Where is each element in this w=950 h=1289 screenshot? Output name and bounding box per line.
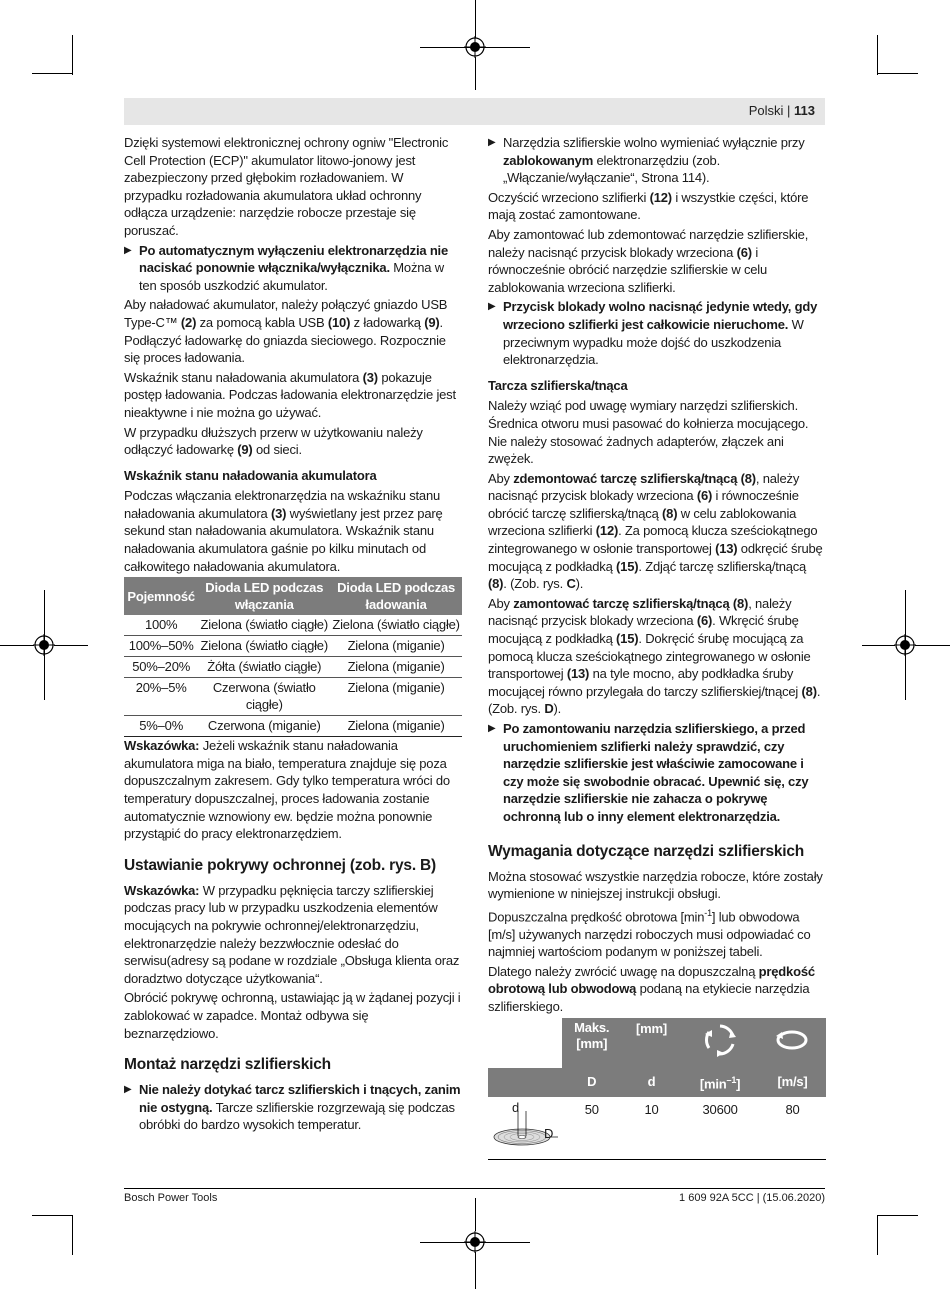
- header-page: 113: [794, 103, 815, 118]
- text-run: i równocześnie obrócić narzędzie szlifierskie w celu zablokowania wrzeciona szlifierki.: [488, 244, 768, 295]
- subheading: Tarcza szlifierska/tnąca: [488, 377, 628, 393]
- paragraph: [124, 369, 462, 422]
- table-cell: 100%–50%: [124, 636, 198, 657]
- paragraph: [124, 737, 462, 843]
- crop-mark: [72, 1215, 73, 1255]
- table-cell: 10: [644, 1101, 659, 1117]
- text-run: Narzędzia szlifierskie wolno wymieniać wyłącznie przy: [503, 135, 805, 150]
- text-run: W przypadku dłuższych przerw w użytkowaniu należy odłączyć ładowarkę: [124, 424, 423, 458]
- text-run: na tyle mocno, aby podkładka śruby mocującej równo przylegała do tarczy szlifierskiej/tnącej: [488, 666, 802, 699]
- text-run: Aby zamontować lub zdemontować narzędzie szlifierskie, należy nacisnąć przycisk blokady wrzeciona: [488, 226, 809, 260]
- text-run: [min: [699, 1075, 727, 1091]
- figure-ref: D: [544, 701, 554, 717]
- table-cell: 80: [785, 1101, 800, 1117]
- crop-mark: [877, 35, 878, 75]
- text-run: . Zdjąć tarczę szlifierską/tnącą: [638, 558, 807, 574]
- table-cell: 50: [584, 1101, 599, 1117]
- text-run: w celu zablokowania wrzeciona szlifierki: [488, 505, 797, 539]
- ref-number: (8): [801, 683, 817, 699]
- table-header: Dioda LED podczas włączania: [198, 577, 330, 615]
- rotation-ring-icon: [774, 1026, 810, 1054]
- text-run: Aby: [488, 595, 514, 611]
- registration-mark-icon: [33, 634, 55, 656]
- table-cell: Czerwona (światło ciągłe): [198, 678, 330, 716]
- paragraph: [124, 424, 462, 459]
- ref-number: (3): [270, 505, 287, 521]
- paragraph: Obrócić pokrywę ochronną, ustawiając ją w żądanej pozycji i zablokować w zapadce. Montaż odbywa się beznarzędziowo.: [124, 990, 461, 1041]
- table-header: Pojemność: [124, 577, 198, 615]
- paragraph: Dzięki systemowi elektronicznej ochrony ogniw "Electronic Cell Protection (ECP)" akumulator litowo-jonowy jest zabezpieczony przed głębokim rozładowaniem. W przypadku rozładowania akumulatora układ ochronny odłącza urządzenie: narzędzie robocze przestaje się poruszać.: [124, 135, 449, 238]
- bullet-item: [488, 298, 826, 368]
- paragraph: [488, 905, 826, 961]
- text-run: Aby: [488, 470, 514, 486]
- table-cell: Zielona (miganie): [330, 657, 462, 678]
- bullet-bold: Po automatycznym wyłączeniu elektronarzędzia nie naciskać ponownie włącznika/wyłącznika.: [139, 242, 449, 276]
- ref-number: (2): [180, 314, 197, 330]
- text-run: ] lub obwodowa [m/s] używanych narzędzi roboczych musi odpowiadać co najmniej wartościom podanym w poniższej tabeli.: [488, 909, 811, 960]
- bullet-text: Można w ten sposób uszkodzić akumulator.: [139, 260, 444, 293]
- text-run: Oczyścić wrzeciono szlifierki: [488, 189, 650, 205]
- text-run: ]: [736, 1075, 741, 1091]
- ref-number: (15): [616, 631, 639, 647]
- crop-mark: [32, 73, 72, 74]
- paragraph: [488, 595, 826, 718]
- ref-number: (6): [696, 613, 713, 629]
- footer-doc-id: 1 609 92A 5CC | (15.06.2020): [679, 1192, 825, 1204]
- bullet-bold: Przycisk blokady wolno nacisnąć jedynie wtedy, gdy wrzeciono szlifierki jest całkowicie nieruchome.: [503, 299, 818, 332]
- registration-mark-icon: [894, 634, 916, 656]
- paragraph: [488, 226, 826, 296]
- ref-number: (8): [662, 505, 678, 521]
- ref-number: (6): [736, 244, 752, 260]
- footer-rule: [124, 1188, 825, 1189]
- paragraph: [124, 882, 462, 988]
- table-header: d: [647, 1074, 656, 1090]
- text-run: Dopuszczalna prędkość obrotowa [min: [488, 909, 705, 925]
- paragraph: [488, 963, 826, 1016]
- text-run: . (Zob. rys.: [488, 683, 821, 717]
- ref-number: (13): [566, 666, 590, 682]
- text-run: W przypadku pęknięcia tarczy szlifierskiej podczas pracy lub w przypadku uszkodzenia elementów mocujących na pokrywie ochronnej/elektronarzędziu, elektronarzędzie należy bezzwłocznie odesłać do serwisu(adresy są podane w rozdziale „Obsługa klienta oraz doradztwo dotyczące użytkowania“.: [124, 882, 460, 986]
- crop-mark: [32, 1215, 72, 1216]
- text-run: , należy nacisnąć przycisk blokady wrzeciona: [488, 595, 792, 629]
- text-run: i wszystkie części, które mają zostać zamontowane.: [488, 189, 809, 223]
- text-run: Podczas włączania elektronarzędzia na wskaźniku stanu naładowania akumulatora: [124, 488, 441, 521]
- registration-mark-icon: [464, 36, 486, 58]
- table-header-empty: [488, 1018, 562, 1068]
- crop-mark: [54, 645, 88, 646]
- bullet-item: [488, 134, 826, 187]
- diameter-inner-label: d: [512, 1099, 520, 1115]
- table-cell: Zielona (światło ciągłe): [198, 615, 330, 636]
- ref-number: (3): [362, 369, 378, 385]
- left-column: [124, 134, 462, 1136]
- disc-diagram: [488, 1097, 562, 1160]
- bullet-item: [488, 720, 826, 826]
- table-row: [124, 657, 462, 678]
- table-header: [mm]: [622, 1018, 681, 1068]
- text-run: od sieci.: [252, 442, 302, 458]
- subheading: Wskaźnik stanu naładowania akumulatora: [124, 467, 377, 483]
- text-run: ).: [553, 701, 562, 717]
- note-label: Wskazówka:: [124, 738, 200, 754]
- text-run: , należy nacisnąć przycisk blokady wrzeciona: [488, 470, 800, 504]
- text-run: Wskaźnik stanu naładowania akumulatora: [124, 369, 363, 385]
- paragraph: [124, 487, 462, 575]
- bullet-item: [124, 242, 462, 295]
- ref-number: (8): [488, 576, 504, 592]
- bullet-text: W przeciwnym wypadku może dojść do uszkodzenia elektronarzędzia.: [503, 316, 804, 368]
- table-cell-empty: [488, 1068, 562, 1097]
- text-bold: zamontować tarczę szlifierską/tnącą (8): [513, 595, 749, 611]
- table-cell: Żółta (światło ciągłe): [198, 657, 330, 678]
- text-run: i równocześnie obrócić tarczę szlifierską/tnącą: [488, 488, 799, 521]
- text-run: . Dokręcić śrubę mocującą za pomocą klucza sześciokątnego zintegrowanego w osłonie transportowej: [488, 631, 811, 682]
- text-run: . Podłączyć ładowarkę do gniazda sieciowego. Rozpocznie się proces ładowania.: [124, 314, 446, 366]
- text-run: Aby naładować akumulator, należy połączyć gniazdo USB Type-C™: [124, 297, 448, 330]
- crop-mark: [475, 0, 476, 38]
- footer-brand: Bosch Power Tools: [124, 1192, 218, 1204]
- crop-mark: [877, 1215, 878, 1255]
- crop-mark: [475, 1198, 476, 1231]
- text-run: Jeżeli wskaźnik stanu naładowania akumulatora miga na biało, temperatura znajduje się poza dopuszczalnym zakresem. Gdy tylko temperatura wróci do temperatury dopuszczalnej, proces ładowania zostanie automatycznie wznowiony ew. będzie można ponownie przystąpić do pracy elektronarzędziem.: [124, 738, 450, 842]
- text-run: odkręcić śrubę mocującą z podkładką: [488, 541, 823, 574]
- note-label: Wskazówka:: [124, 882, 200, 898]
- text-run: ).: [575, 576, 584, 592]
- bullet-item: [124, 1081, 462, 1134]
- bullet-bold: Po zamontowaniu narzędzia szlifierskiego, a przed uruchomieniem szlifierki należy sprawdzić, czy narzędzie szlifierskie jest właściwie zamocowane i czy może się swobodnie obracać. Upewnić się, czy narzędzie szlifierskie nie zahacza o pokrywę ochronną lub o inny element elektronarzędzia.: [503, 721, 809, 824]
- section-heading: Ustawianie pokrywy ochronnej (zob. rys. B): [124, 856, 436, 874]
- diameter-outer-label: D: [544, 1125, 554, 1141]
- text-bold: zdemontować tarczę szlifierską/tnącą (8): [513, 470, 756, 486]
- table-cell: 30600: [702, 1101, 738, 1117]
- table-row: [124, 678, 462, 716]
- crop-mark: [915, 645, 950, 646]
- text-run: elektronarzędziu (zob. „Włączanie/wyłączanie“, Strona 114).: [503, 152, 720, 186]
- crop-mark: [475, 57, 476, 90]
- header-separator: |: [787, 103, 791, 118]
- charge-indicator-table: [124, 577, 462, 737]
- bullet-bold: Nie należy dotykać tarcz szlifierskich i tnących, zanim nie ostygną.: [139, 1082, 461, 1115]
- text-bold: zablokowanym: [503, 152, 594, 168]
- ref-number: (10): [327, 314, 351, 330]
- superscript: -1: [704, 907, 712, 918]
- table-header: [m/s]: [777, 1074, 808, 1090]
- superscript: –1: [726, 1074, 737, 1085]
- table-cell: Zielona (miganie): [330, 636, 462, 657]
- text-run: za pomocą kabla USB: [196, 314, 328, 330]
- rotation-speed-icon: [681, 1018, 759, 1068]
- text-run: podaną na etykiecie narzędzia szlifierskiego.: [488, 981, 810, 1015]
- table-header: D: [587, 1074, 597, 1090]
- recycle-arrows-icon: [700, 1020, 740, 1060]
- text-run: . (Zob. rys.: [503, 576, 567, 592]
- right-column: [488, 134, 826, 1160]
- crop-mark: [878, 1215, 918, 1216]
- table-header: Dioda LED podczas ładowania: [330, 577, 462, 615]
- paragraph: [488, 470, 826, 593]
- page-number: [749, 103, 815, 118]
- text-run: pokazuje postęp ładowania. Podczas ładowania elektronarzędzie jest nieaktywne i nie można go używać.: [124, 369, 456, 420]
- header-language: Polski: [748, 103, 784, 118]
- paragraph: [488, 189, 826, 224]
- crop-mark: [0, 645, 34, 646]
- table-header: Maks. [mm]: [562, 1018, 622, 1068]
- paragraph: Można stosować wszystkie narzędzia robocze, które zostały wymienione w niniejszej instrukcji obsługi.: [488, 868, 823, 902]
- text-run: . Za pomocą klucza sześciokątnego zintegrowanego w osłonie transportowej: [488, 523, 818, 557]
- figure-ref: C: [566, 576, 576, 592]
- table-row: [124, 716, 462, 737]
- text-run: z ładowarką: [350, 314, 425, 330]
- section-heading: Wymagania dotyczące narzędzi szlifierskich: [488, 842, 805, 860]
- ref-number: (15): [616, 558, 639, 574]
- ref-number: (13): [715, 541, 738, 557]
- table-cell: Zielona (miganie): [330, 678, 462, 716]
- text-run: . Wkręcić śrubę mocującą z podkładką: [488, 613, 799, 647]
- table-cell: Zielona (miganie): [330, 716, 462, 737]
- ref-number: (6): [696, 488, 713, 504]
- crop-mark: [862, 645, 895, 646]
- table-header: [681, 1068, 759, 1097]
- table-cell: Czerwona (miganie): [198, 716, 330, 737]
- table-cell: 5%–0%: [124, 716, 198, 737]
- text-bold: prędkość obrotową lub obwodową: [488, 963, 815, 997]
- table-row: [124, 615, 462, 636]
- ref-number: (12): [649, 189, 672, 205]
- ref-number: (12): [595, 523, 619, 539]
- page-header: [124, 98, 825, 125]
- table-cell: 20%–5%: [124, 678, 198, 716]
- table-cell: Zielona (światło ciągłe): [330, 615, 462, 636]
- table-cell: Zielona (światło ciągłe): [198, 636, 330, 657]
- tool-spec-table: [488, 1018, 826, 1161]
- crop-mark: [72, 35, 73, 75]
- section-heading: Montaż narzędzi szlifierskich: [124, 1056, 331, 1074]
- paragraph: [124, 296, 462, 366]
- table-row: [124, 636, 462, 657]
- table-cell: 50%–20%: [124, 657, 198, 678]
- table-cell: 100%: [124, 615, 198, 636]
- ref-number: (9): [237, 442, 253, 458]
- crop-mark: [475, 1252, 476, 1289]
- paragraph: Należy wziąć pod uwagę wymiary narzędzi szlifierskich. Średnica otworu musi pasować do kołnierza mocującego. Nie należy stosować żadnych adapterów, złączek ani zwężek.: [488, 398, 809, 467]
- ref-number: (9): [424, 314, 440, 330]
- bullet-text: Tarcze szlifierskie rozgrzewają się podczas obróbki do bardzo wysokich temperatur.: [139, 1099, 455, 1133]
- text-run: wyświetlany jest przez parę sekund stan naładowania akumulatora. Wskaźnik stanu naładowania akumulatora gaśnie po kilku minutach od całkowitego naładowania akumulatora.: [124, 505, 443, 574]
- registration-mark-icon: [464, 1231, 486, 1253]
- peripheral-speed-icon: [759, 1018, 826, 1068]
- text-run: Dlatego należy zwrócić uwagę na dopuszczalną: [488, 963, 759, 979]
- crop-mark: [878, 73, 918, 74]
